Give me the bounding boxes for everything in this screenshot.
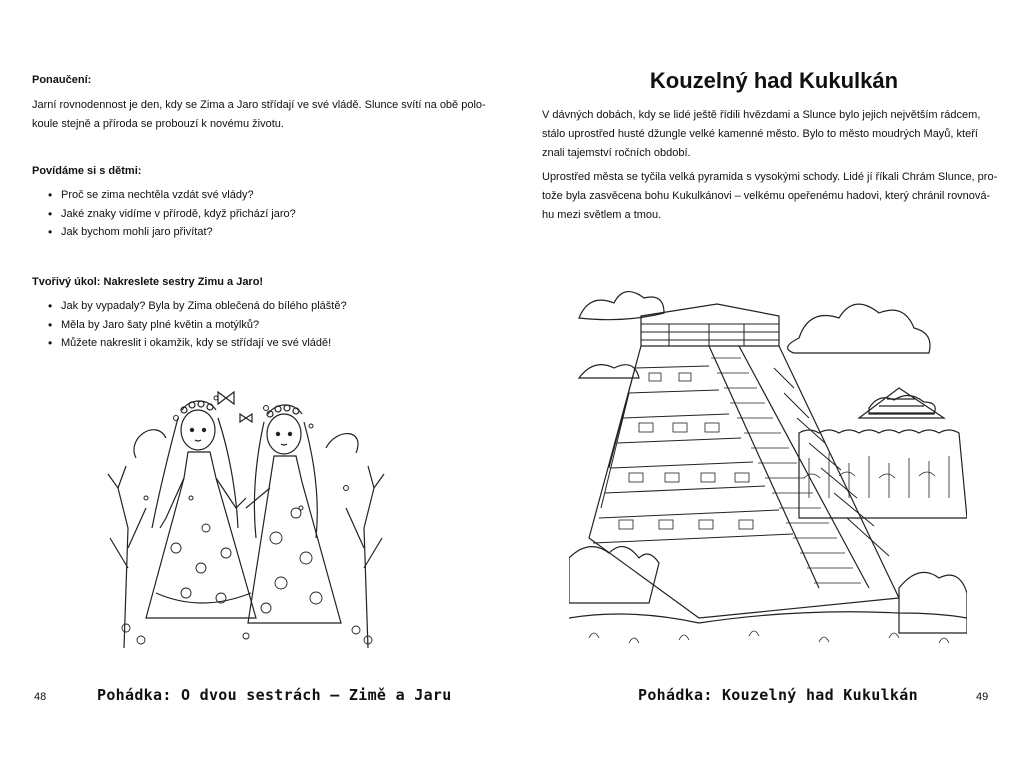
paragraph-1-line-1: V dávných dobách, kdy se lidé ještě řídili hvězdami a Slunce bylo jejich největším rádcem, bbox=[542, 109, 981, 121]
list-item: • Proč se zima nechtěla vzdát své vlády? bbox=[34, 186, 296, 205]
list-item: • Jak bychom mohli jaro přivítat? bbox=[34, 223, 296, 242]
pyramid-illustration bbox=[569, 258, 967, 656]
footer-title: Pohádka: O dvou sestrách – Zimě a Jaru bbox=[97, 686, 452, 704]
page-number: 49 bbox=[976, 691, 989, 703]
task-list bbox=[34, 297, 347, 353]
list-item: • Jak by vypadaly? Byla by Zima oblečená do bílého pláště? bbox=[34, 297, 347, 316]
list-item: • Můžete nakreslit i okamžik, kdy se střídají ve své vládě! bbox=[34, 334, 347, 353]
list-item: • Jaké znaky vidíme v přírodě, když přichází jaro? bbox=[34, 205, 296, 224]
list-item: • Měla by Jaro šaty plné květin a motýlků? bbox=[34, 316, 347, 335]
paragraph-2-line-1: Uprostřed města se tyčila velká pyramida s vysokými schody. Lidé jí říkali Chrám Slunce, pro- bbox=[542, 171, 998, 183]
page-number: 48 bbox=[34, 691, 47, 703]
page-title: Kouzelný had Kukulkán bbox=[649, 68, 899, 93]
moral-heading: Ponaučení: bbox=[32, 74, 92, 86]
paragraph-2-line-3: hu mezi světlem a tmou. bbox=[542, 209, 662, 221]
moral-line-1: Jarní rovnodennost je den, kdy se Zima a Jaro střídají ve své vládě. Slunce svítí na obě polo- bbox=[32, 99, 486, 111]
right-page bbox=[512, 0, 1024, 768]
paragraph-1-line-2: stálo uprostřed husté džungle velké kamenné město. Bylo to město moudrých Mayů, kteří bbox=[542, 128, 978, 140]
moral-line-2: koule stejně a příroda se probouzí k novému životu. bbox=[32, 118, 284, 130]
paragraph-2-line-2: tože byla zasvěcena bohu Kukulkánovi – velkému opeřenému hadovi, který chránil rovnová- bbox=[542, 190, 991, 202]
discussion-heading: Povídáme si s dětmi: bbox=[32, 165, 142, 177]
footer-title: Pohádka: Kouzelný had Kukulkán bbox=[638, 686, 918, 704]
discussion-list bbox=[34, 186, 296, 242]
task-heading: Tvořivý úkol: Nakreslete sestry Zimu a Jaro! bbox=[32, 276, 264, 288]
paragraph-1-line-3: znali tajemství ročních období. bbox=[542, 147, 691, 159]
sisters-illustration bbox=[106, 378, 386, 648]
